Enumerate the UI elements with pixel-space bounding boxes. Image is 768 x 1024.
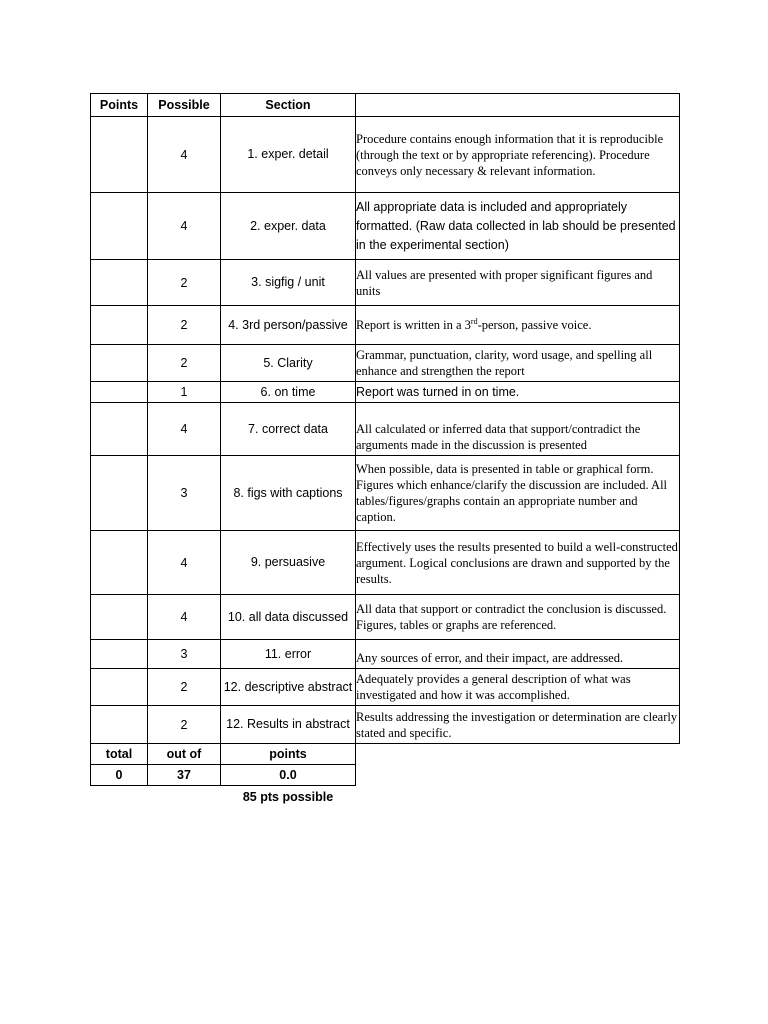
- empty-cell: [356, 765, 680, 786]
- rubric-table: [90, 93, 680, 808]
- points-cell[interactable]: [91, 403, 148, 456]
- description-cell: All data that support or contradict the conclusion is discussed. Figures, tables or graphs are referenced.: [356, 595, 680, 640]
- totals-value-row: [91, 765, 680, 786]
- table-row: [91, 706, 680, 744]
- section-cell: 10. all data discussed: [221, 595, 356, 640]
- table-row: [91, 640, 680, 669]
- out-of-label: out of: [148, 744, 221, 765]
- description-text: Report is written in a 3: [356, 318, 471, 332]
- possible-cell: 2: [148, 260, 221, 306]
- section-cell: 11. error: [221, 640, 356, 669]
- section-cell: 8. figs with captions: [221, 456, 356, 531]
- description-cell: Report was turned in on time.: [356, 382, 680, 403]
- out-of-value: 37: [148, 765, 221, 786]
- points-cell[interactable]: [91, 669, 148, 706]
- description-cell: Any sources of error, and their impact, are addressed.: [356, 640, 680, 669]
- header-points: Points: [91, 94, 148, 117]
- table-row: [91, 306, 680, 345]
- points-cell[interactable]: [91, 456, 148, 531]
- section-cell: 12. descriptive abstract: [221, 669, 356, 706]
- possible-cell: 2: [148, 345, 221, 382]
- section-cell: 5. Clarity: [221, 345, 356, 382]
- section-cell: 6. on time: [221, 382, 356, 403]
- empty-cell: [148, 786, 221, 808]
- description-cell: All values are presented with proper significant figures and units: [356, 260, 680, 306]
- points-cell[interactable]: [91, 706, 148, 744]
- description-cell: Results addressing the investigation or determination are clearly stated and specific.: [356, 706, 680, 744]
- ordinal-suffix: rd: [470, 316, 478, 326]
- possible-cell: 2: [148, 669, 221, 706]
- possible-note-row: [91, 786, 680, 808]
- header-section: Section: [221, 94, 356, 117]
- possible-cell: 4: [148, 403, 221, 456]
- points-cell[interactable]: [91, 193, 148, 260]
- empty-cell: [356, 786, 680, 808]
- description-cell: Grammar, punctuation, clarity, word usage, and spelling all enhance and strengthen the report: [356, 345, 680, 382]
- possible-cell: 4: [148, 531, 221, 595]
- total-label: total: [91, 744, 148, 765]
- table-row: [91, 193, 680, 260]
- possible-cell: 3: [148, 456, 221, 531]
- section-cell: 12. Results in abstract: [221, 706, 356, 744]
- points-cell[interactable]: [91, 595, 148, 640]
- points-cell[interactable]: [91, 260, 148, 306]
- possible-cell: 4: [148, 193, 221, 260]
- points-cell[interactable]: [91, 117, 148, 193]
- section-cell: 9. persuasive: [221, 531, 356, 595]
- header-possible: Possible: [148, 94, 221, 117]
- section-cell: 2. exper. data: [221, 193, 356, 260]
- possible-cell: 4: [148, 117, 221, 193]
- totals-label-row: [91, 744, 680, 765]
- possible-points-note: 85 pts possible: [242, 789, 334, 804]
- total-value: 0: [91, 765, 148, 786]
- table-row: [91, 531, 680, 595]
- empty-cell: [356, 744, 680, 765]
- points-cell[interactable]: [91, 640, 148, 669]
- description-text: -person, passive voice.: [477, 318, 592, 332]
- description-cell: Effectively uses the results presented to build a well-constructed argument. Logical conclusions are drawn and supported by the results.: [356, 531, 680, 595]
- description-cell: [356, 306, 680, 345]
- header-row: [91, 94, 680, 117]
- table-row: [91, 403, 680, 456]
- section-cell: 3. sigfig / unit: [221, 260, 356, 306]
- table-row: [91, 260, 680, 306]
- description-cell: When possible, data is presented in table or graphical form. Figures which enhance/clarify the discussion are included. All tables/figures/graphs contain an appropriate number and caption.: [356, 456, 680, 531]
- possible-cell: 3: [148, 640, 221, 669]
- section-cell: 4. 3rd person/passive: [221, 306, 356, 345]
- possible-cell: 1: [148, 382, 221, 403]
- table-row: [91, 382, 680, 403]
- header-description: [356, 94, 680, 117]
- points-value: 0.0: [221, 765, 356, 786]
- description-cell: All appropriate data is included and appropriately formatted. (Raw data collected in lab should be presented in the experimental section): [356, 193, 680, 260]
- table-row: [91, 595, 680, 640]
- description-cell: Procedure contains enough information that it is reproducible (through the text or by appropriate referencing). Procedure conveys only necessary & relevant information.: [356, 117, 680, 193]
- section-cell: 1. exper. detail: [221, 117, 356, 193]
- possible-cell: 2: [148, 306, 221, 345]
- table-row: [91, 456, 680, 531]
- section-cell: 7. correct data: [221, 403, 356, 456]
- points-cell[interactable]: [91, 306, 148, 345]
- possible-cell: 2: [148, 706, 221, 744]
- table-row: [91, 117, 680, 193]
- description-cell: Adequately provides a general description of what was investigated and how it was accomplished.: [356, 669, 680, 706]
- empty-cell: [91, 786, 148, 808]
- points-label: points: [221, 744, 356, 765]
- table-row: [91, 345, 680, 382]
- description-cell: All calculated or inferred data that support/contradict the arguments made in the discussion is presented: [356, 403, 680, 456]
- points-cell[interactable]: [91, 345, 148, 382]
- table-row: [91, 669, 680, 706]
- points-cell[interactable]: [91, 531, 148, 595]
- points-cell[interactable]: [91, 382, 148, 403]
- possible-cell: 4: [148, 595, 221, 640]
